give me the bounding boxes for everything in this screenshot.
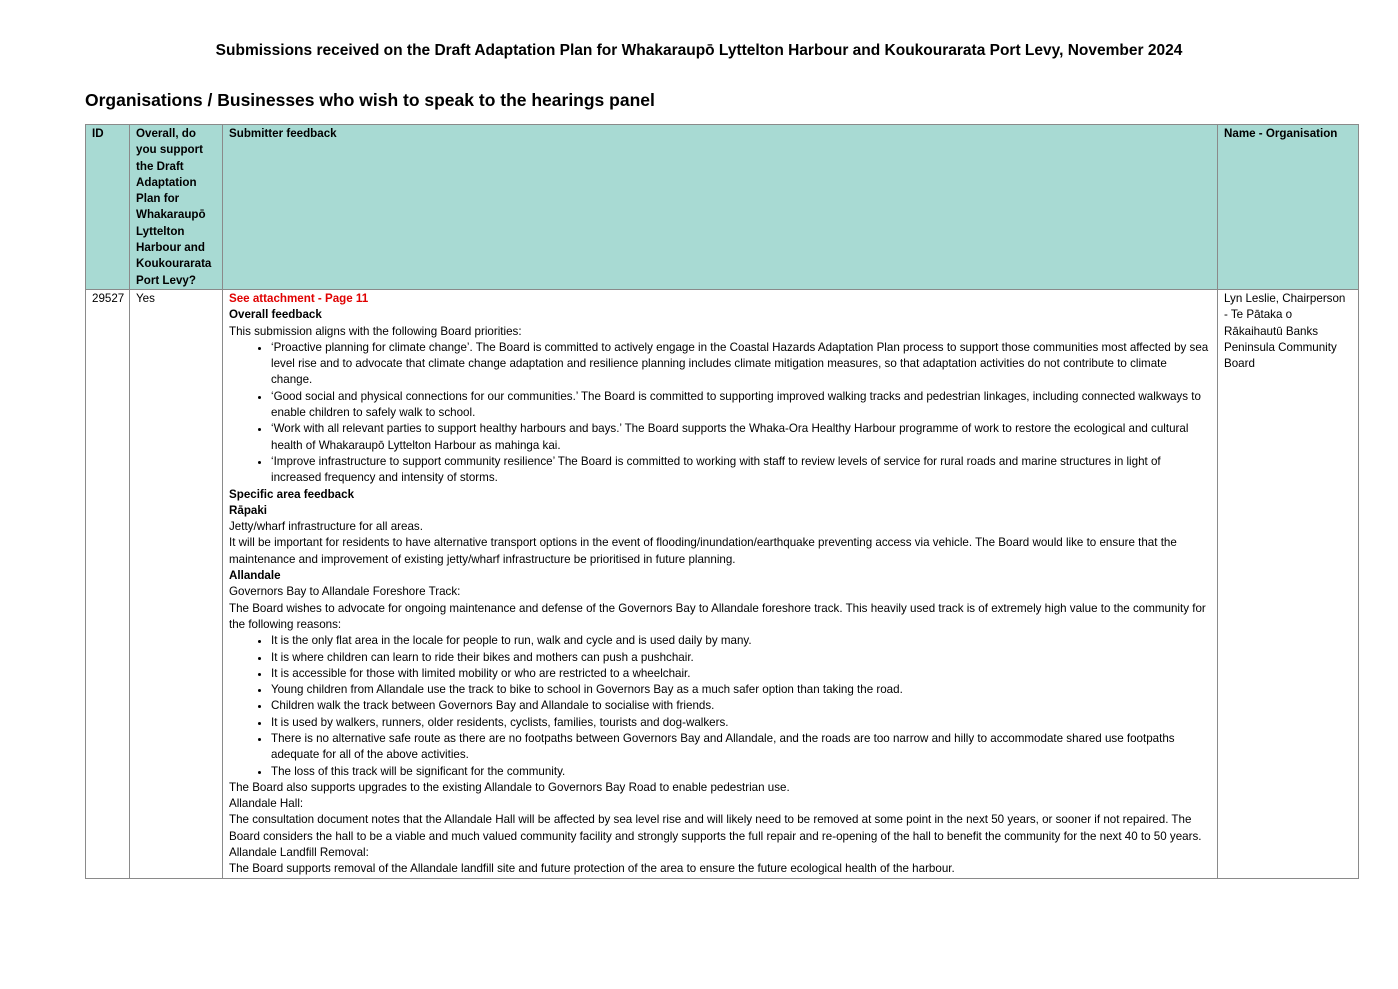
list-item: • ‘Good social and physical connections for our communities.’ The Board is committed to supporting improved walking tracks and pedestrian linkages, including connected walkways to enable children to safely walk to school. <box>271 389 1211 422</box>
overall-feedback-intro: This submission aligns with the following Board priorities: <box>229 324 522 338</box>
allandale-heading: Allandale <box>229 569 281 583</box>
upgrades-text: The Board also supports upgrades to the existing Allandale to Governors Bay Road to enable pedestrian use. <box>229 780 790 794</box>
list-item: • It is the only flat area in the locale for people to run, walk and cycle and is used daily by many. <box>271 633 1211 649</box>
header-id: ID <box>86 125 130 290</box>
overall-feedback-heading: Overall feedback <box>229 308 322 322</box>
list-item: • ‘Proactive planning for climate change’. The Board is committed to actively engage in the Coastal Hazards Adaptation Plan process to support those communities most affected by sea level rise and to advocate that climate change adaptation and resilience planning includes climate mitigation measures, so that adaptation activities do not contribute to climate change. <box>271 340 1211 389</box>
landfill-text: The Board supports removal of the Allandale landfill site and future protection of the area to ensure the future ecological health of the harbour. <box>229 862 955 876</box>
section-heading: Organisations / Businesses who wish to speak to the hearings panel <box>85 90 655 110</box>
rapaki-subheading: Jetty/wharf infrastructure for all areas. <box>229 520 423 534</box>
list-item: • There is no alternative safe route as there are no footpaths between Governors Bay and Allandale, and the roads are too narrow and hilly to accommodate shared use footpaths adequate for all of the above activities. <box>271 731 1211 764</box>
hall-text: The consultation document notes that the Allandale Hall will be affected by sea level rise and will likely need to be removed at some point in the next 50 years, or sooner if not repaired. The Board considers the hall to be a viable and much valued community facility and strongly supports the full repair and re-opening of the hall to benefit the community for the next 40 to 50 years. <box>229 813 1202 843</box>
cell-name-organisation: Lyn Leslie, Chairperson - Te Pātaka o Rākaihautū Banks Peninsula Community Board <box>1218 289 1359 878</box>
header-name-organisation: Name - Organisation <box>1218 125 1359 290</box>
rapaki-text: It will be important for residents to have alternative transport options in the event of flooding/inundation/earthquake preventing access via vehicle. The Board would like to ensure that the maintenance and improvement of existing jetty/wharf infrastructure be prioritised in future planning. <box>229 536 1177 566</box>
document-title: Submissions received on the Draft Adaptation Plan for Whakaraupō Lyttelton Harbour and Koukourarata Port Levy, November 2024 <box>215 42 1183 59</box>
list-item: • It is used by walkers, runners, older residents, cyclists, families, tourists and dog-walkers. <box>271 715 1211 731</box>
rapaki-heading: Rāpaki <box>229 503 268 517</box>
hall-subheading: Allandale Hall: <box>229 797 304 811</box>
attachment-link[interactable]: See attachment - Page 11 <box>229 291 369 305</box>
specific-feedback-heading: Specific area feedback <box>229 487 355 501</box>
track-subheading: Governors Bay to Allandale Foreshore Track: <box>229 585 461 599</box>
table-row <box>86 289 1359 878</box>
track-text: The Board wishes to advocate for ongoing maintenance and defense of the Governors Bay to Allandale foreshore track. This heavily used track is of extremely high value to the community for the following reasons: <box>229 601 1206 631</box>
submissions-table <box>85 124 1359 879</box>
table-header-row <box>86 125 1359 290</box>
list-item: • It is accessible for those with limited mobility or who are restricted to a wheelchair. <box>271 666 1211 682</box>
list-item: • Children walk the track between Governors Bay and Allandale to socialise with friends. <box>271 698 1211 714</box>
cell-id: 29527 <box>86 289 130 878</box>
cell-feedback <box>223 289 1218 878</box>
list-item: • Young children from Allandale use the track to bike to school in Governors Bay as a much safer option than taking the road. <box>271 682 1211 698</box>
list-item: • It is where children can learn to ride their bikes and mothers can push a pushchair. <box>271 650 1211 666</box>
priorities-list <box>229 340 1211 487</box>
list-item: • The loss of this track will be significant for the community. <box>271 764 1211 780</box>
header-support: Overall, do you support the Draft Adaptation Plan for Whakaraupō Lyttelton Harbour and Koukourarata Port Levy? <box>130 125 223 290</box>
reasons-list <box>229 633 1211 780</box>
header-feedback: Submitter feedback <box>223 125 1218 290</box>
landfill-subheading: Allandale Landfill Removal: <box>229 846 369 860</box>
cell-support: Yes <box>130 289 223 878</box>
list-item: • ‘Work with all relevant parties to support healthy harbours and bays.’ The Board supports the Whaka-Ora Healthy Harbour programme of work to restore the ecological and cultural health of Whakaraupō Lyttelton Harbour as mahinga kai. <box>271 421 1211 454</box>
list-item: • ‘Improve infrastructure to support community resilience’ The Board is committed to working with staff to review levels of service for rural roads and marine structures in light of increased frequency and intensity of storms. <box>271 454 1211 487</box>
